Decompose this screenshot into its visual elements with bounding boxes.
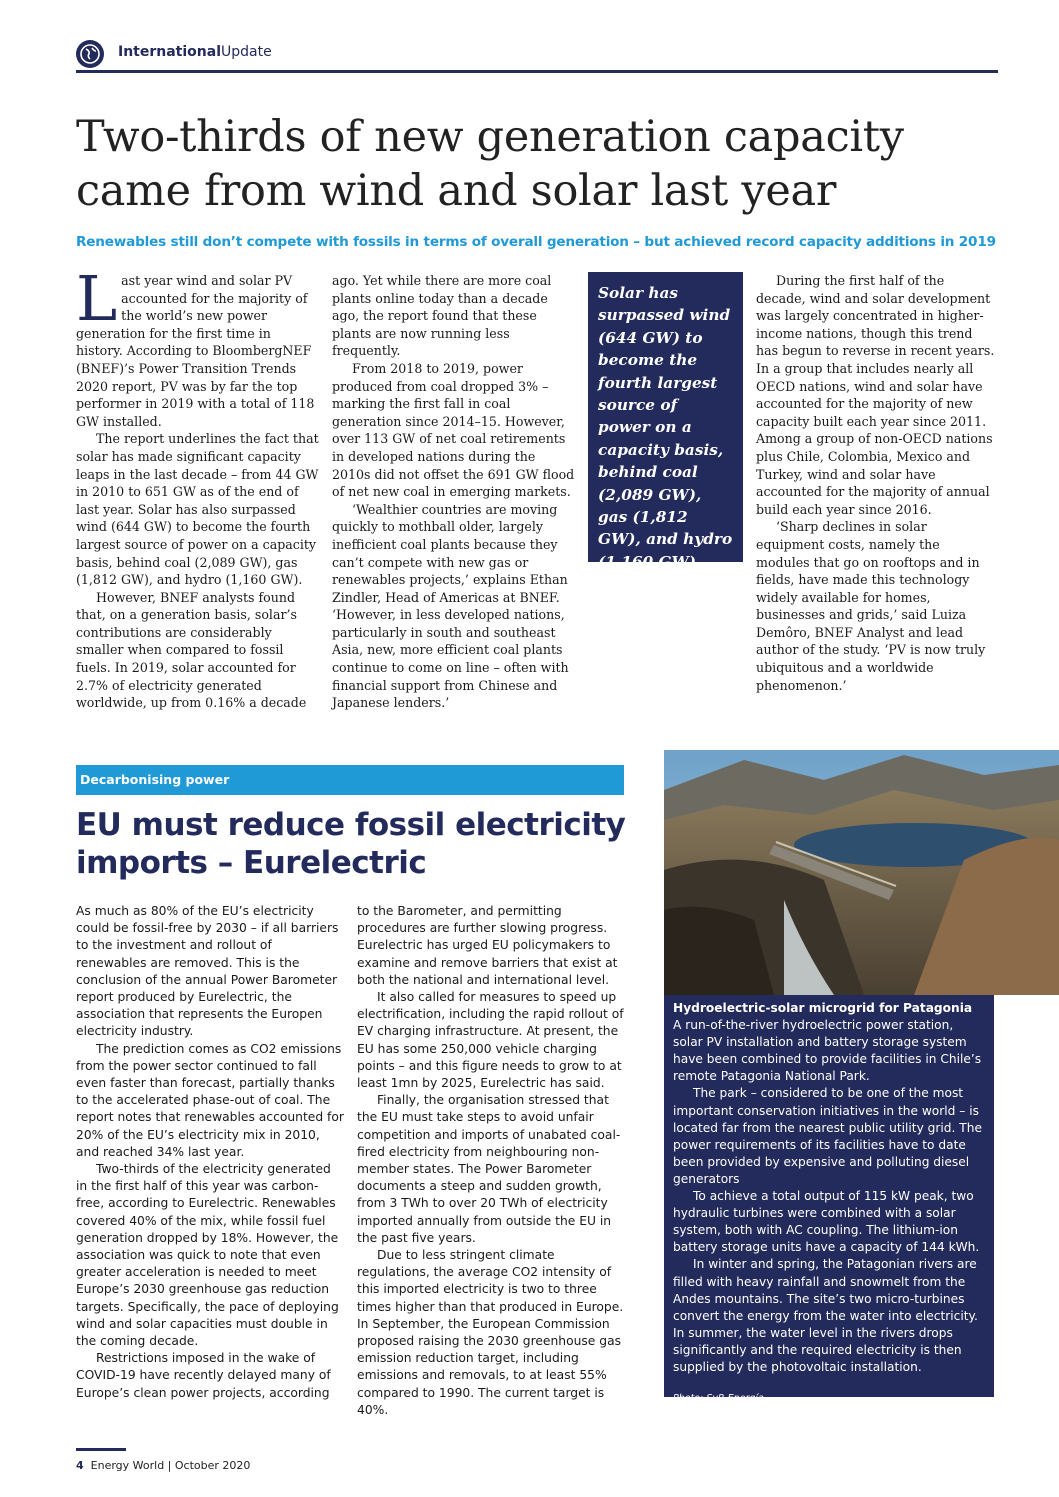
- sidebar-paragraph: The park – considered to be one of the most important conservation initiatives in the world – is located far from the nearest public utility grid. The power requirements of its facilities have to date been provided by expensive and polluting diesel generators: [673, 1086, 982, 1186]
- standfirst: Renewables still don’t compete with fossils in terms of overall generation – but achieved record capacity additions in 2019: [76, 234, 996, 250]
- publication-info: Energy World | October 2020: [90, 1459, 251, 1472]
- article-paragraph: It also called for measures to speed up electrification, including the rapid rollout of EV charging infrastructure. At present, the EU has some 250,000 vehicle charging points – and this figure needs to grow to at least 1mn by 2025, Eurelectric has said.: [357, 990, 624, 1091]
- page-number: 4: [76, 1459, 84, 1472]
- page-title: Two-thirds of new generation capacity came from wind and solar last year: [76, 112, 904, 216]
- article-paragraph: However, BNEF analysts found that, on a generation basis, solar’s contributions are considerably smaller when compared to fossil fuels. In 2019, solar accounted for 2.7% of electricity generated worldwide, up from 0.16% a decade: [76, 589, 307, 711]
- article-paragraph: From 2018 to 2019, power produced from coal dropped 3% – marking the first fall in coal generation since 2014–15. However, over 113 GW of net coal retirements in developed nations during the 2010s did not offset the 691 GW flood of net new coal in emerging markets.: [332, 360, 575, 500]
- article1-column-4: [756, 272, 996, 694]
- header-divider: [76, 70, 998, 73]
- page-footer: [76, 1459, 250, 1472]
- section-tag: Decarbonising power: [76, 765, 624, 795]
- article-paragraph: Two-thirds of the electricity generated in the first half of this year was carbon-free, according to Eurelectric. Renewables covered 40% of the mix, while fossil fuel generation dropped by 18%. However, the association was quick to note that even greater acceleration is needed to meet Europe’s 2030 greenhouse gas reduction targets. Specifically, the pace of deploying wind and solar capacities must double in the coming decade.: [76, 1162, 339, 1349]
- sidebar-title: Hydroelectric-solar microgrid for Patagonia: [673, 1001, 973, 1015]
- article-paragraph: to the Barometer, and permitting procedures are further slowing progress. Eurelectric has urged EU policymakers to examine and remove barriers that exist at both the national and international level.: [357, 904, 618, 987]
- article-paragraph: Finally, the organisation stressed that the EU must take steps to avoid unfair competition and imports of unabated coal-fired electricity from neighbouring non-member states. The Power Barometer documents a steep and sudden growth, from 3 TWh to over 20 TWh of electricity imported annually from outside the EU in the past five years.: [357, 1093, 621, 1245]
- article-paragraph: Last year wind and solar PV accounted for the majority of the world’s new power generation for the first time in history. According to BloombergNEF (BNEF)’s Power Transition Trends 2020 report, PV was by far the top performer in 2019 with a total of 118 GW installed.: [76, 262, 315, 429]
- article1-column-1: [76, 262, 321, 712]
- article1-column-2: [332, 272, 577, 712]
- pull-quote: Solar has surpassed wind (644 GW) to become the fourth largest source of power on a capacity basis, behind coal (2,089 GW), gas (1,812 GW), and hydro (1,160 GW): [588, 272, 743, 562]
- sidebar-paragraph: To achieve a total output of 115 kW peak, two hydraulic turbines were combined with a solar system, both with AC coupling. The lithium-ion battery storage units have a capacity of 144 kWh.: [673, 1189, 980, 1255]
- article-paragraph: Due to less stringent climate regulations, the average CO2 intensity of this imported electricity is two to three times higher than that produced in Europe. In September, the European Commission proposed raising the 2030 greenhouse gas emission reduction target, including emissions and removals, to at least 55% compared to 1990. The current target is 40%.: [357, 1248, 624, 1417]
- article2-column-2: [357, 903, 625, 1419]
- article-paragraph: ago. Yet while there are more coal plants online today than a decade ago, the report found that these plants are now running less frequently.: [332, 273, 552, 359]
- sidebar-paragraph: A run-of-the-river hydroelectric power station, solar PV installation and battery storage system have been combined to provide facilities in Chile’s remote Patagonia National Park.: [673, 1018, 982, 1084]
- sidebar-box: [664, 995, 994, 1405]
- article-paragraph: Restrictions imposed in the wake of COVID-19 have recently delayed many of Europe’s clean power projects, according: [76, 1351, 331, 1400]
- sidebar-paragraph: In winter and spring, the Patagonian rivers are filled with heavy rainfall and snowmelt from the Andes mountains. The site’s two micro-turbines convert the energy from the water into electricity. In summer, the water level in the rivers drops significantly and the required electricity is then supplied by the photovoltaic installation.: [673, 1257, 978, 1374]
- footer-divider: [76, 1448, 126, 1451]
- patagonia-photo: [664, 750, 1059, 995]
- article2-headline: EU must reduce fossil electricity imports – Eurelectric: [76, 807, 626, 881]
- article-paragraph: The prediction comes as CO2 emissions from the power sector continued to fall even faster than forecast, partially thanks to the accelerated phase-out of coal. The report notes that renewables accounted for 20% of the EU’s electricity mix in 2010, and reached 34% last year.: [76, 1041, 344, 1159]
- article-paragraph: During the first half of the decade, wind and solar development was largely concentrated in higher-income nations, though this trend has begun to reverse in recent years. In a group that includes nearly all OECD nations, wind and solar have accounted for the majority of new capacity built each year since 2011. Among a group of non-OECD nations plus Chile, Colombia, Mexico and Turkey, wind and solar have accounted for the majority of annual build each year since 2016.: [756, 273, 995, 517]
- globe-icon: [76, 40, 104, 68]
- article-paragraph: ‘Wealthier countries are moving quickly to mothball older, largely inefficient coal plants because they can’t compete with new gas or renewables projects,’ explains Ethan Zindler, Head of Americas at BNEF. ‘However, in less developed nations, particularly in south and southeast Asia, new, more efficient coal plants continue to come on line – often with financial support from Chinese and Japanese lenders.’: [332, 501, 569, 711]
- section-label: InternationalUpdate: [118, 44, 272, 60]
- article-paragraph: The report underlines the fact that solar has made significant capacity leaps in the last decade – from 44 GW in 2010 to 651 GW as of the end of last year. Solar has also surpassed wind (644 GW) to become the fourth largest source of power on a capacity basis, behind coal (2,089 GW), gas (1,812 GW), and hydro (1,160 GW).: [76, 431, 319, 588]
- article-paragraph: As much as 80% of the EU’s electricity could be fossil-free by 2030 – if all barriers to the investment and rollout of renewables are removed. This is the conclusion of the annual Power Barometer report produced by Eurelectric, the association that represents the Europen electricity industry.: [76, 904, 339, 1039]
- dropcap: L: [76, 262, 118, 335]
- photo-credit: Photo: SyR Energía: [673, 1393, 764, 1405]
- article-paragraph: ‘Sharp declines in solar equipment costs, namely the modules that go on rooftops and in fields, have made this technology widely available for homes, businesses and grids,’ said Luiza Demôro, BNEF Analyst and lead author of the study. ‘PV is now truly ubiquitous and a worldwide phenomenon.’: [756, 519, 986, 693]
- article2-column-1: [76, 903, 344, 1402]
